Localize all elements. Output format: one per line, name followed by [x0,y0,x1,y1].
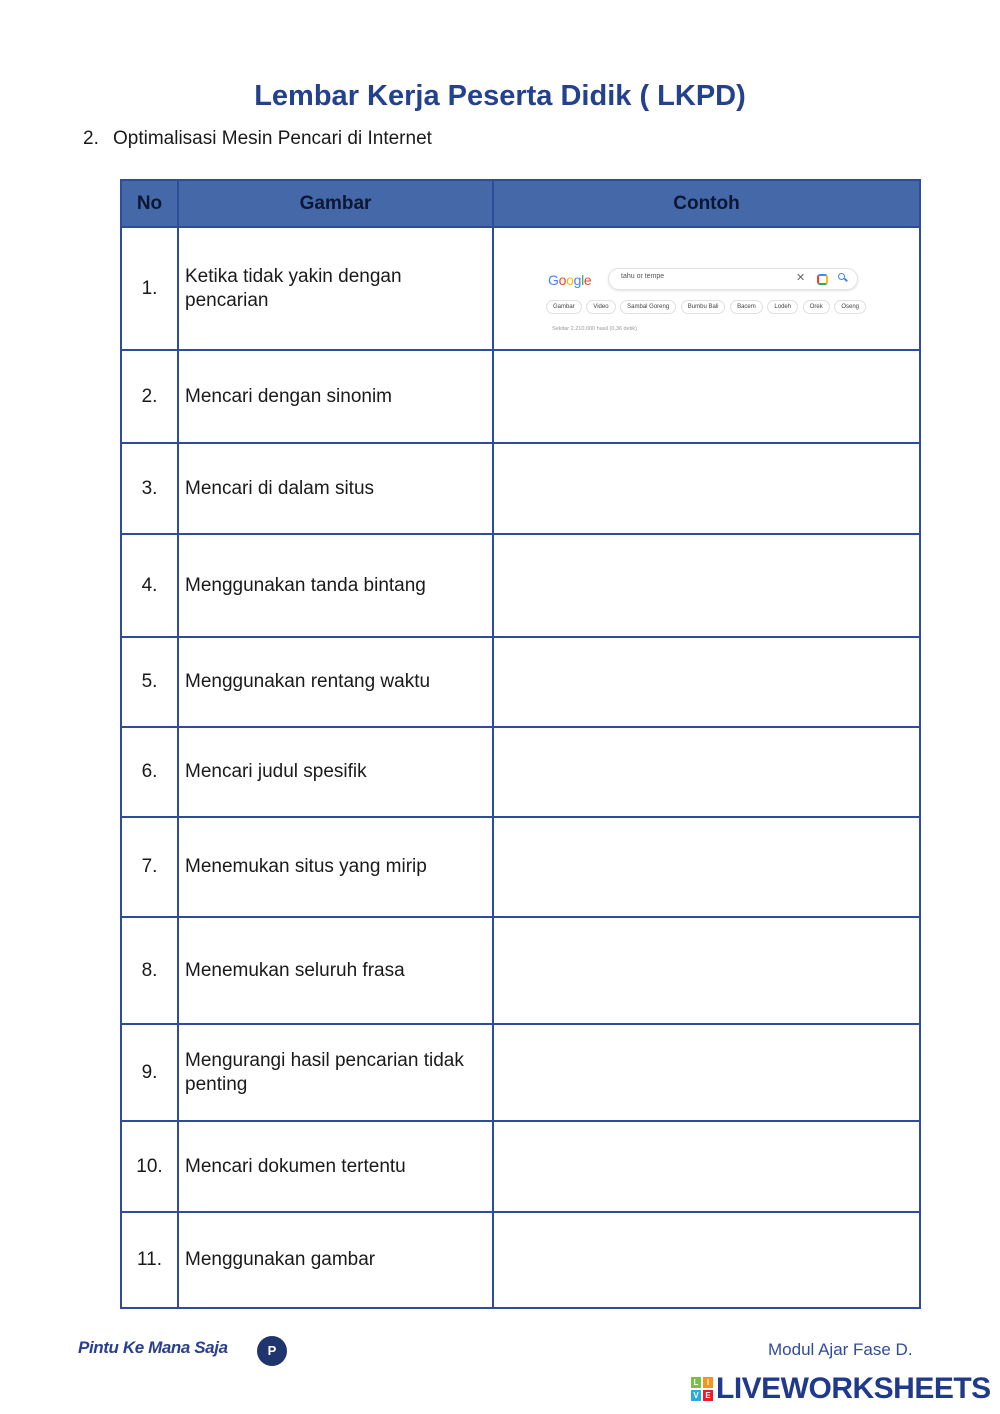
example-cell[interactable] [493,534,920,637]
section-heading [83,128,432,150]
search-filter-chip: Lodeh [767,300,798,314]
table-row [121,727,920,817]
google-logo-letter: G [548,272,559,288]
table-row [121,637,920,727]
row-description: Menggunakan gambar [178,1212,493,1308]
row-number: 10. [121,1121,178,1212]
example-cell[interactable] [493,1024,920,1121]
liveworksheets-icon-l: L [691,1377,701,1388]
search-filter-chip: Sambal Goreng [620,300,676,314]
row-description: Mencari dengan sinonim [178,350,493,443]
table-row [121,1024,920,1121]
table-row [121,534,920,637]
lens-icon [817,274,828,285]
row-number: 6. [121,727,178,817]
row-number: 8. [121,917,178,1024]
search-query: tahu or tempe [621,273,665,280]
row-number: 5. [121,637,178,727]
search-filter-chip: Video [586,300,615,314]
row-description: Menggunakan rentang waktu [178,637,493,727]
column-header-gambar: Gambar [178,180,493,227]
table-row [121,1212,920,1308]
example-cell[interactable] [493,637,920,727]
search-filter-chip: Bacem [730,300,763,314]
search-filter-chip: Oseng [834,300,866,314]
section-title: Optimalisasi Mesin Pencari di Internet [113,128,432,149]
search-screenshot [546,268,866,343]
example-cell[interactable] [493,727,920,817]
footer-module-label: Modul Ajar Fase D. [768,1340,913,1359]
google-logo-letter: l [581,272,584,288]
google-logo [548,272,591,288]
table-row [121,917,920,1024]
liveworksheets-wordmark: LIVEWORKSHEETS [716,1372,991,1405]
search-filter-chip: Bumbu Bali [681,300,726,314]
table-row [121,817,920,917]
liveworksheets-icon [691,1377,713,1401]
column-header-no: No [121,180,178,227]
row-number: 2. [121,350,178,443]
table-row [121,1121,920,1212]
liveworksheets-logo[interactable] [691,1372,991,1406]
section-number: 2. [83,128,99,149]
search-bar [608,268,858,290]
search-filter-chip: Gambar [546,300,582,314]
row-description: Menemukan situs yang mirip [178,817,493,917]
google-logo-letter: o [558,272,567,288]
liveworksheets-icon-v: V [691,1390,701,1401]
footer-badge: P [257,1336,287,1366]
row-number: 3. [121,443,178,534]
google-logo-letter: e [583,272,592,288]
row-number: 1. [121,227,178,350]
example-cell[interactable] [493,917,920,1024]
example-cell[interactable] [493,350,920,443]
row-number: 4. [121,534,178,637]
footer-brand-text: Pintu Ke Mana Saja [78,1338,228,1357]
clear-icon: ✕ [796,272,806,284]
search-filter-chip: Orek [803,300,830,314]
example-cell[interactable] [493,1121,920,1212]
row-number: 9. [121,1024,178,1121]
row-description: Mencari dokumen tertentu [178,1121,493,1212]
row-description: Menggunakan tanda bintang [178,534,493,637]
table-row [121,443,920,534]
row-description: Mencari di dalam situs [178,443,493,534]
column-header-contoh: Contoh [493,180,920,227]
liveworksheets-icon-i: I [703,1377,713,1388]
row-description: Mencari judul spesifik [178,727,493,817]
example-cell[interactable] [493,817,920,917]
search-icon [838,273,845,280]
table-row [121,227,920,350]
google-logo-letter: o [566,272,574,288]
table-row [121,350,920,443]
search-result-stats: Sekitar 2.210.000 hasil (0,36 detik) [552,326,637,332]
worksheet-table [120,179,921,1309]
example-cell[interactable] [493,227,920,350]
row-description: Ketika tidak yakin dengan pencarian [178,227,493,350]
table-header-row [121,180,920,227]
page-title: Lembar Kerja Peserta Didik ( LKPD) [254,80,746,112]
search-filter-chips [546,300,866,314]
row-description: Menemukan seluruh frasa [178,917,493,1024]
row-number: 11. [121,1212,178,1308]
example-cell[interactable] [493,1212,920,1308]
liveworksheets-icon-e: E [703,1390,713,1401]
row-number: 7. [121,817,178,917]
example-cell[interactable] [493,443,920,534]
google-logo-letter: g [573,272,582,288]
row-description: Mengurangi hasil pencarian tidak penting [178,1024,493,1121]
